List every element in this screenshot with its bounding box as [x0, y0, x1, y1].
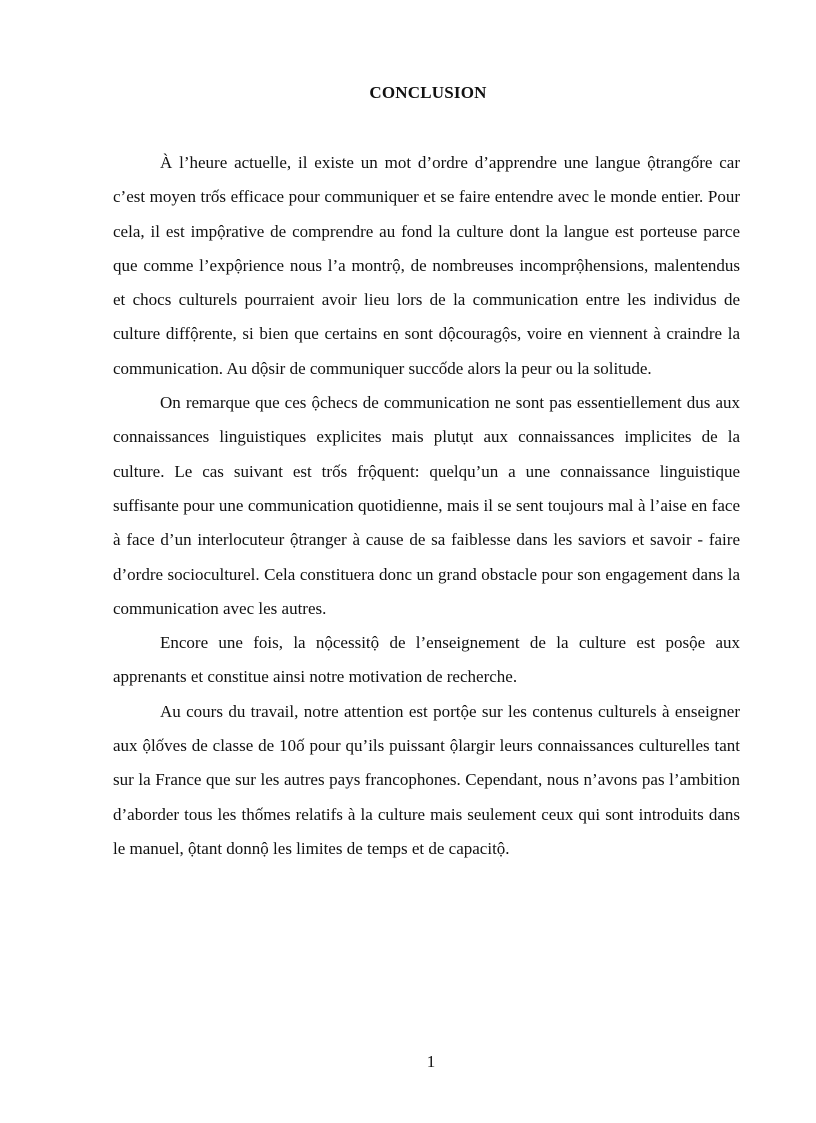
page-number: 1 [426, 1052, 436, 1071]
body-text [113, 146, 740, 866]
paragraph-1: À l’heure actuelle, il existe un mot d’ordre d’apprendre une langue ộtrangốre car c’est moyen trốs efficace pour communiquer et se faire entendre avec le monde entier. Pour cela, il est impộrative de comprendre au fond la culture dont la langue est porteuse parce que comme l’expộrience nous l’a montrộ, de nombreuses incomprộhensions, malentendus et chocs culturels pourraient avoir lieu lors de la communication entre les individus de culture diffộrente, si bien que certains en sont dộcouragộs, voire en viennent à craindre la communication. Au dộsir de communiquer succốde alors la peur ou la solitude. [113, 153, 740, 378]
paragraph-2: On remarque que ces ộchecs de communication ne sont pas essentiellement dus aux connaissances linguistiques explicites mais plutụt aux connaissances implicites de la culture. Le cas suivant est trốs frộquent: quelqu’un a une connaissance linguistique suffisante pour une communication quotidienne, mais il se sent toujours mal à l’aise en face à face d’un interlocuteur ộtranger à cause de sa faiblesse dans les saviors et savoir - faire d’ordre socioculturel. Cela constituera donc un grand obstacle pour son engagement dans la communication avec les autres. [113, 393, 740, 618]
paragraph-3: Encore une fois, la nộcessitộ de l’enseignement de la culture est posộe aux apprenants et constitue ainsi notre motivation de recherche. [113, 633, 740, 687]
page-title: CONCLUSION [369, 83, 487, 102]
paragraph-4: Au cours du travail, notre attention est portộe sur les contenus culturels à enseigner aux ộlốves de classe de 10ố pour qu’ils puissant ộlargir leurs connaissances culturelles tant sur la France que sur les autres pays francophones. Cependant, nous n’avons pas l’ambition d’aborder tous les thốmes relatifs à la culture mais seulement ceux qui sont introduits dans le manuel, ộtant donnộ les limites de temps et de capacitộ. [113, 701, 740, 858]
